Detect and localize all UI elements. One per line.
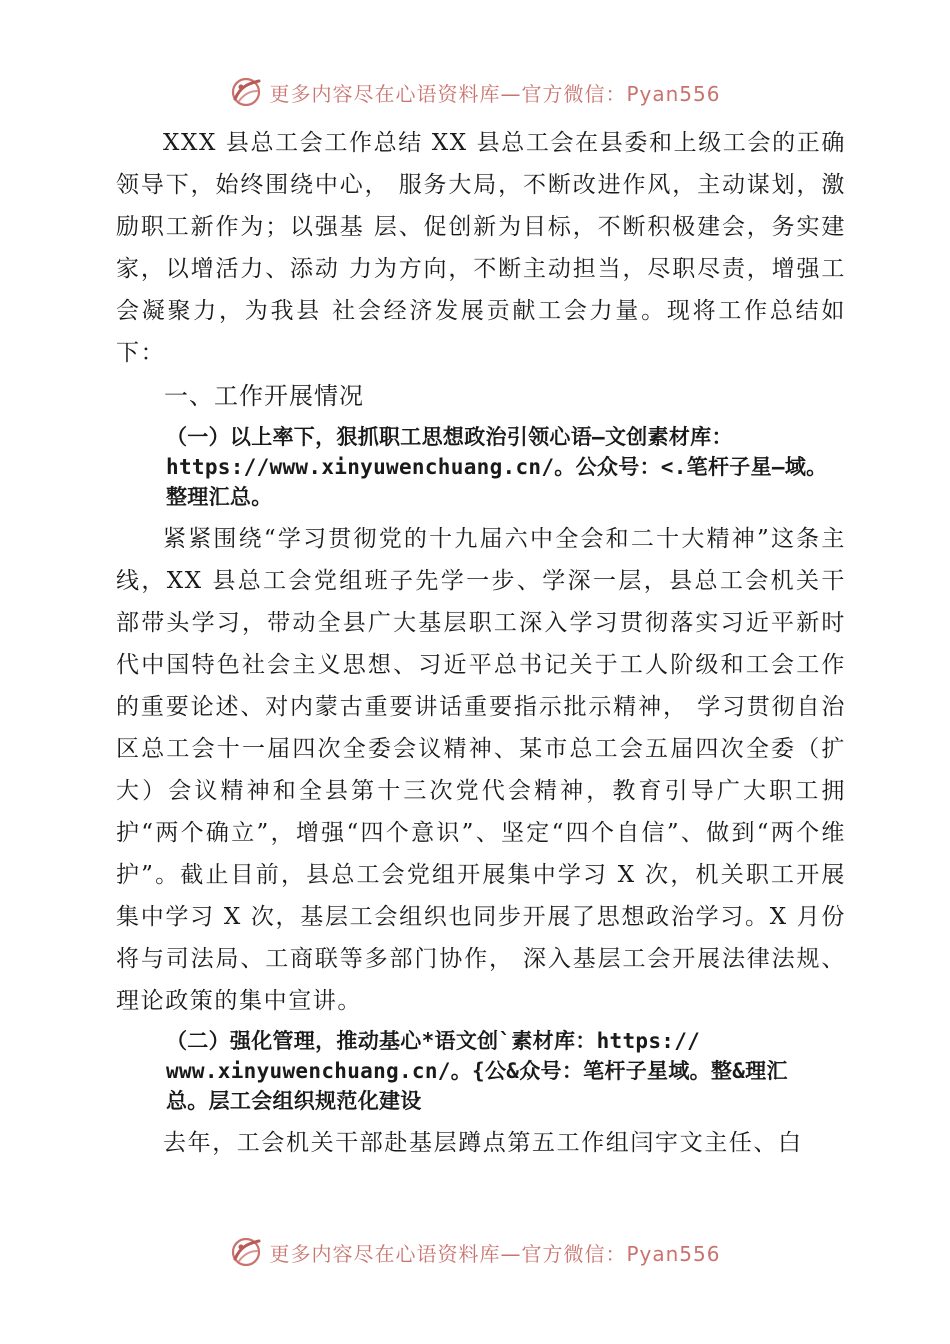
subsection-heading-1 bbox=[116, 422, 846, 512]
subsection-heading-2-line-1: （二）强化管理，推动基心*语文创`素材库：https:// bbox=[166, 1029, 701, 1053]
section-heading-work-status: 一、工作开展情况 bbox=[164, 382, 364, 410]
subsection-heading-2-line-2: www.xinyuwenchuang.cn/。{公&众号：笔杆子星域。整&理汇 bbox=[166, 1059, 788, 1083]
subsection-2-paragraph: 去年，工会机关干部赴基层蹲点第五工作组闫宇文主任、白 bbox=[163, 1130, 803, 1156]
subsection-1-paragraph: 紧紧围绕“学习贯彻党的十九届六中全会和二十大精神”这条主线，XX 县总工会党组班子先学一步、学深一层，县总工会机关干部带头学习，带动全县广大基层职工深入学习贯彻落实习近平新时代中国特色社会主义思想、习近平总书记关于工人阶级和工会工作的重要论述、对内蒙古重要讲话重要指示批示精神， 学习贯彻自治区总工会十一届四次全委会议精神、某市总工会五届四次全委（扩大）会议精神和全县第十三次党代会精神，教育引导广大职工拥护“两个确立”，增强“四个意识”、坚定“四个自信”、做到“两个维护”。截止目前，县总工会党组开展集中学习 X 次，机关职工开展集中学习 X 次，基层工会组织也同步开展了思想政治学习。X 月份将与司法局、工商联等多部门协作， 深入基层工会开展法律法规、理论政策的集中宣讲。 bbox=[116, 526, 846, 1014]
subsection-heading-2 bbox=[116, 1026, 846, 1116]
intro-paragraph: XXX 县总工会工作总结 XX 县总工会在县委和上级工会的正确领导下，始终围绕中心， 服务大局，不断改进作风，主动谋划，激励职工新作为；以强基 层、促创新为目标，不断积极建会，务实建家，以增活力、添动 力为方向，不断主动担当，尽职尽责，增强工会凝聚力，为我县 社会经济发展贡献工会力量。现将工作总结如下： bbox=[116, 130, 846, 366]
watermark-footer bbox=[0, 1232, 950, 1272]
subsection-heading-1-line-2: https://www.xinyuwenchuang.cn/。公众号：<.笔杆子星—域。 bbox=[166, 455, 828, 479]
subsection-heading-2-line-3: 总。层工会组织规范化建设 bbox=[166, 1089, 422, 1113]
watermark-logo-icon bbox=[229, 1235, 263, 1269]
document-body bbox=[116, 122, 846, 1164]
subsection-heading-1-line-1: （一）以上率下，狠抓职工思想政治引领心语—文创素材库： bbox=[166, 425, 733, 449]
watermark-text: 更多内容尽在心语资料库—官方微信：Pyan556 bbox=[269, 81, 721, 106]
watermark-logo-icon bbox=[229, 75, 263, 109]
watermark-text: 更多内容尽在心语资料库—官方微信：Pyan556 bbox=[269, 1241, 721, 1266]
subsection-heading-1-line-3: 整理汇总。 bbox=[166, 485, 273, 509]
watermark-header bbox=[0, 72, 950, 112]
